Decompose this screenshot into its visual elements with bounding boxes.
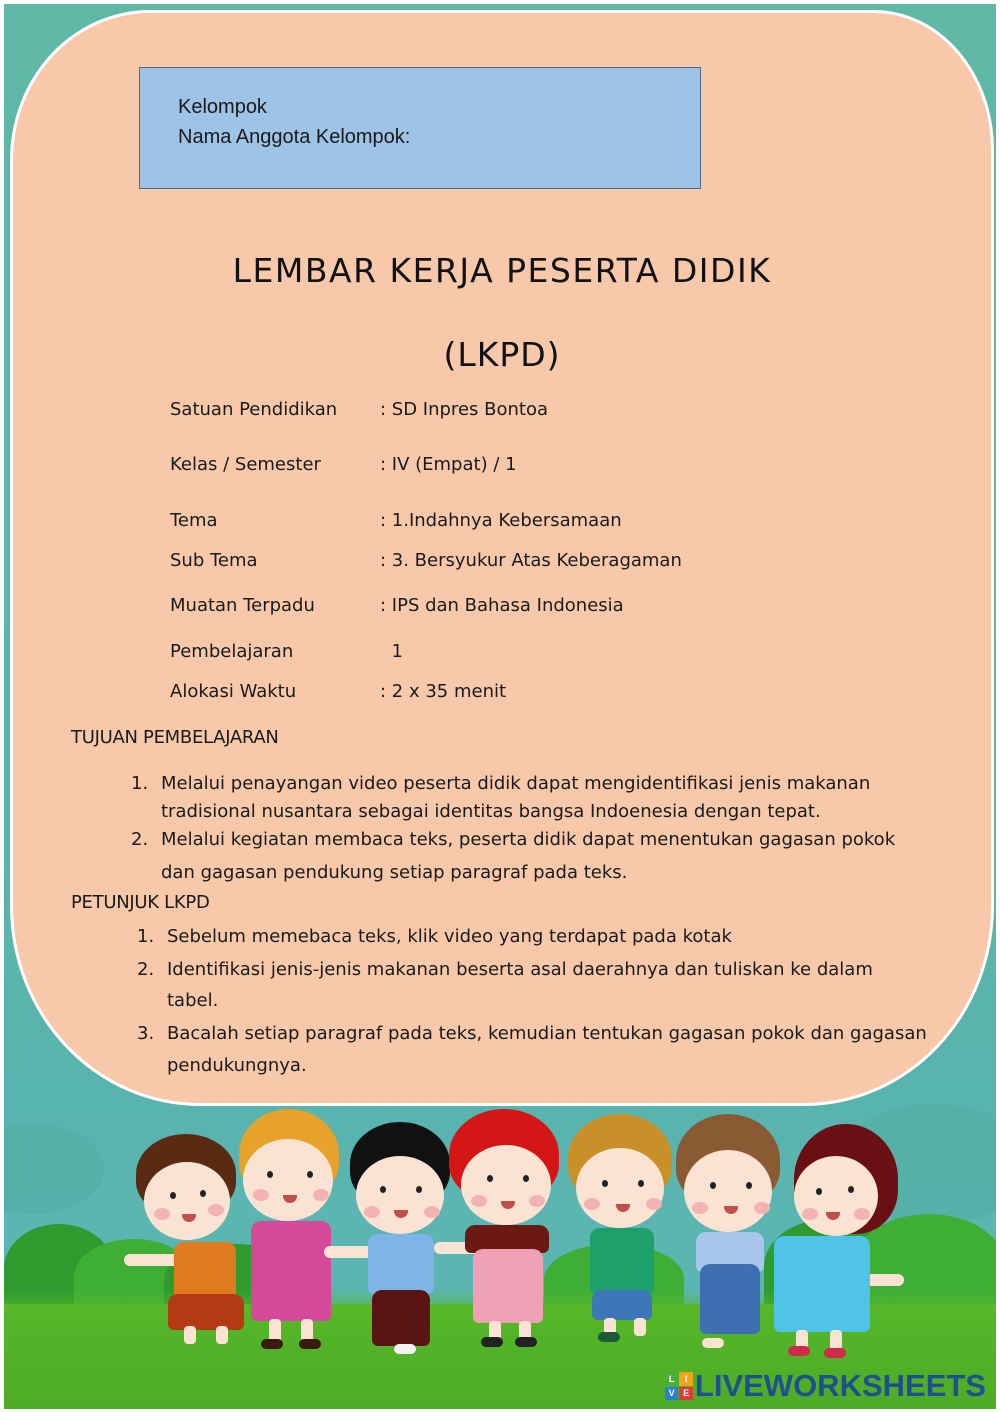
liveworksheets-logo [665, 1369, 986, 1403]
info-row-kelas: Kelas / Semester : IV (Empat) / 1 [170, 454, 517, 475]
group-members-label: Nama Anggota Kelompok: [178, 126, 411, 148]
group-info-box [139, 67, 701, 189]
page-subtitle: (LKPD) [443, 335, 561, 374]
content-panel: Kelompok Nama Anggota Kelompok: LEMBAR KERJA PESERTA DIDIK (LKPD) Satuan Pendidikan : SD Inpres Bontoa Kelas / Semester : IV (Empat) / 1 Tema : 1.Indahnya Kebersamaan Sub Tema : 3. Bersyukur Atas Keberagaman Muatan Terpadu : IPS dan Bahasa Indonesia Pembelajaran 1 Alokasi Waktu : 2 x 35 menit TUJUAN PEMBELAJARAN 1. Melalui penayangan video peserta didik dapat mengidentifikasi jenis makanan tradisional nusantara sebagai identitas bangsa Indoenesia dengan tepat. 2. Melalui kegiatan membaca teks, peserta didik dapat menentukan gagasan pokok dan gagasan pendukung setiap paragraf pada teks. PETUNJUK LKPD 1. Sebelum memebaca teks, klik video yang terdapat pada kotak 2. Identifikasi jenis-jenis makanan beserta asal daerahnya dan tuliskan ke dalam tabel. 3. Bacalah setiap paragraf pada teks, kemudian tentukan gagasan pokok dan gagasan pendukungnya. [10, 10, 994, 1106]
worksheet-page [4, 4, 996, 1409]
child-figure [344, 1122, 464, 1352]
child-figure [229, 1109, 349, 1349]
info-row-subtema: Sub Tema : 3. Bersyukur Atas Keberagaman [170, 550, 682, 571]
child-figure [774, 1124, 904, 1359]
child-figure [449, 1109, 569, 1349]
info-row-satuan: Satuan Pendidikan : SD Inpres Bontoa [170, 399, 548, 420]
info-row-tema: Tema : 1.Indahnya Kebersamaan [170, 510, 622, 531]
info-row-pembelajaran: Pembelajaran 1 [170, 641, 403, 662]
page-title: LEMBAR KERJA PESERTA DIDIK [232, 251, 772, 290]
petunjuk-heading: PETUNJUK LKPD [71, 892, 210, 913]
cloud-decoration [4, 1124, 104, 1214]
group-label: Kelompok [178, 96, 267, 118]
tujuan-heading: TUJUAN PEMBELAJARAN [71, 727, 279, 748]
logo-text: LIVEWORKSHEETS [694, 1368, 986, 1403]
info-row-alokasi: Alokasi Waktu : 2 x 35 menit [170, 681, 507, 702]
info-row-muatan: Muatan Terpadu : IPS dan Bahasa Indonesia [170, 595, 624, 616]
child-figure [564, 1114, 684, 1344]
logo-cube-icon: L I V E [665, 1372, 693, 1400]
